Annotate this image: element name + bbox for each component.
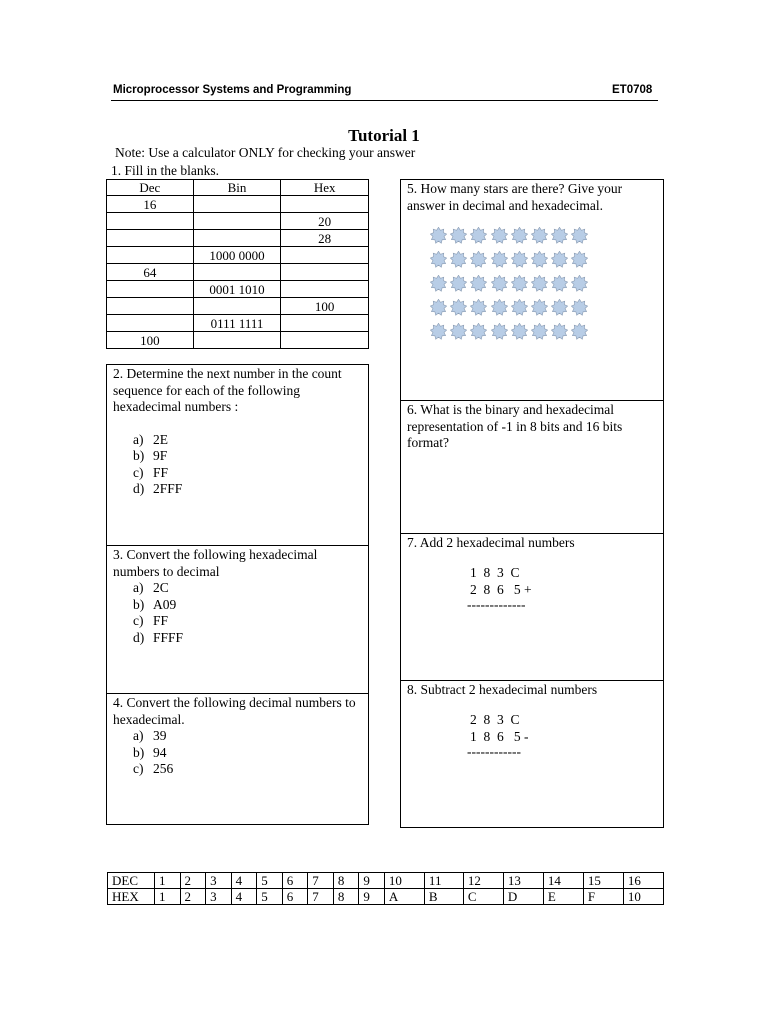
q7-line2: 2 8 6 5 + — [470, 582, 532, 597]
star-icon — [430, 251, 447, 268]
q2-list — [113, 432, 362, 498]
star-icon — [491, 299, 508, 316]
dec-cell: 16 — [623, 873, 663, 889]
q1-row — [107, 264, 369, 281]
star-grid — [430, 227, 592, 347]
star-icon — [571, 323, 588, 340]
star-icon — [511, 299, 528, 316]
q1-cell-hex: 28 — [281, 230, 369, 247]
page-title: Tutorial 1 — [348, 126, 420, 145]
q1-cell-hex — [281, 264, 369, 281]
star-icon — [470, 227, 487, 244]
star-icon — [571, 251, 588, 268]
hex-cell: 6 — [282, 889, 308, 905]
q3-item — [133, 630, 362, 647]
dec-cell: 8 — [333, 873, 359, 889]
calculator-note: Note: Use a calculator ONLY for checking your answer — [115, 145, 416, 160]
hex-cell: 2 — [180, 889, 206, 905]
star-icon — [470, 251, 487, 268]
star-icon — [571, 299, 588, 316]
q1-cell-bin — [193, 332, 281, 349]
q4-item — [133, 761, 362, 778]
q4-item-label: c) — [133, 761, 144, 776]
q3-item-value: FF — [153, 613, 169, 628]
q7-line1: 1 8 3 C — [470, 565, 520, 580]
star-icon — [511, 227, 528, 244]
q1-cell-bin — [193, 196, 281, 213]
hex-cell: 3 — [206, 889, 232, 905]
q1-cell-bin — [193, 264, 281, 281]
q6-box — [400, 400, 664, 534]
hex-label: HEX — [108, 889, 155, 905]
q2-text: 2. Determine the next number in the count sequence for each of the following hexadecimal numbers : — [113, 366, 342, 414]
hex-cell: F — [583, 889, 623, 905]
q1-cell-dec: 100 — [107, 332, 194, 349]
q3-item — [133, 613, 362, 630]
star-icon — [470, 275, 487, 292]
q1-header-row — [107, 180, 369, 196]
star-icon — [551, 251, 568, 268]
q3-item — [133, 597, 362, 614]
q1-cell-hex — [281, 196, 369, 213]
hex-cell: 5 — [257, 889, 283, 905]
star-icon — [531, 299, 548, 316]
star-icon — [511, 323, 528, 340]
q3-item-value: A09 — [153, 596, 177, 612]
dec-cell: 13 — [503, 873, 543, 889]
dec-row — [108, 873, 664, 889]
star-icon — [571, 227, 588, 244]
star-icon — [450, 251, 467, 268]
hex-cell: 10 — [623, 889, 663, 905]
q3-item-label: d) — [133, 629, 145, 645]
q1-row — [107, 281, 369, 298]
q1-row — [107, 230, 369, 247]
dec-cell: 11 — [424, 873, 463, 889]
q8-box — [400, 680, 664, 828]
star-icon — [531, 323, 548, 340]
q3-text: 3. Convert the following hexadecimal numbers to decimal — [113, 547, 318, 579]
q1-cell-bin: 1000 0000 — [193, 247, 281, 264]
q8-line2: 1 8 6 5 - — [470, 729, 529, 744]
q3-item-label: c) — [133, 613, 144, 628]
q1-table — [106, 179, 369, 349]
q4-item-value: 256 — [153, 761, 174, 776]
header-divider — [111, 100, 658, 101]
q4-text: 4. Convert the following decimal numbers to hexadecimal. — [113, 695, 356, 727]
q1-title: 1. Fill in the blanks. — [111, 163, 219, 178]
star-row — [430, 299, 592, 323]
q1-row — [107, 196, 369, 213]
dec-cell: 6 — [282, 873, 308, 889]
hex-cell: 7 — [308, 889, 334, 905]
dec-cell: 14 — [543, 873, 583, 889]
dec-cell: 4 — [231, 873, 257, 889]
dec-cell: 2 — [180, 873, 206, 889]
q1-cell-hex — [281, 281, 369, 298]
star-icon — [470, 299, 487, 316]
q1-header-hex: Hex — [281, 180, 369, 196]
q1-cell-bin — [193, 230, 281, 247]
q6-text: 6. What is the binary and hexadecimal representation of -1 in 8 bits and 16 bits format? — [407, 402, 623, 450]
hex-cell: 1 — [155, 889, 181, 905]
q4-item-value: 39 — [153, 728, 167, 743]
q2-item-label: a) — [133, 431, 144, 447]
q4-item-label: b) — [133, 744, 145, 760]
q2-item-label: d) — [133, 481, 145, 496]
q2-item — [133, 465, 362, 482]
q4-item-value: 94 — [153, 744, 167, 760]
q2-item-value: FF — [153, 464, 169, 480]
q1-cell-dec — [107, 230, 194, 247]
hex-cell: 9 — [359, 889, 385, 905]
q1-row — [107, 213, 369, 230]
star-icon — [531, 275, 548, 292]
star-icon — [430, 227, 447, 244]
q3-item — [133, 580, 362, 597]
hex-cell: B — [424, 889, 463, 905]
q1-cell-bin — [193, 298, 281, 315]
star-icon — [551, 299, 568, 316]
star-icon — [551, 227, 568, 244]
star-icon — [511, 275, 528, 292]
q1-cell-hex — [281, 247, 369, 264]
star-icon — [531, 227, 548, 244]
q1-cell-dec — [107, 298, 194, 315]
q1-cell-hex: 100 — [281, 298, 369, 315]
star-icon — [551, 323, 568, 340]
q7-line3: ------------- — [467, 597, 526, 612]
q8-line1: 2 8 3 C — [470, 712, 520, 727]
dec-cell: 5 — [257, 873, 283, 889]
q2-item-value: 9F — [153, 448, 168, 463]
q3-item-label: b) — [133, 596, 145, 612]
q4-list — [113, 728, 362, 778]
q1-header-dec: Dec — [107, 180, 194, 196]
dec-cell: 10 — [384, 873, 424, 889]
star-icon — [491, 275, 508, 292]
star-icon — [551, 275, 568, 292]
star-icon — [450, 299, 467, 316]
star-icon — [450, 275, 467, 292]
dec-cell: 9 — [359, 873, 385, 889]
q2-box — [106, 364, 369, 546]
q3-list — [113, 580, 362, 646]
star-row — [430, 275, 592, 299]
q1-cell-hex — [281, 332, 369, 349]
q4-item — [133, 728, 362, 745]
star-icon — [430, 299, 447, 316]
q2-item — [133, 481, 362, 498]
star-icon — [450, 227, 467, 244]
hex-cell: C — [463, 889, 503, 905]
q8-line3: ------------ — [467, 744, 521, 759]
q3-item-value: FFFF — [153, 629, 184, 645]
star-icon — [571, 275, 588, 292]
q1-cell-dec: 64 — [107, 264, 194, 281]
q4-item — [133, 745, 362, 762]
q3-item-value: 2C — [153, 580, 169, 595]
hex-cell: 8 — [333, 889, 359, 905]
q1-cell-dec: 16 — [107, 196, 194, 213]
q7-box — [400, 533, 664, 681]
dec-hex-table — [107, 872, 664, 905]
q2-item — [133, 432, 362, 449]
star-row — [430, 251, 592, 275]
hex-cell: A — [384, 889, 424, 905]
star-icon — [491, 323, 508, 340]
dec-cell: 1 — [155, 873, 181, 889]
q2-item-value: 2FFF — [153, 481, 183, 496]
star-icon — [470, 323, 487, 340]
star-icon — [491, 227, 508, 244]
star-icon — [511, 251, 528, 268]
q1-row — [107, 332, 369, 349]
q4-box — [106, 693, 369, 825]
q1-cell-dec — [107, 281, 194, 298]
q1-cell-bin — [193, 213, 281, 230]
star-row — [430, 323, 592, 347]
dec-cell: 7 — [308, 873, 334, 889]
hex-cell: D — [503, 889, 543, 905]
q8-text: 8. Subtract 2 hexadecimal numbers — [407, 682, 598, 697]
q3-item-label: a) — [133, 580, 144, 595]
q1-cell-hex: 20 — [281, 213, 369, 230]
hex-cell: 4 — [231, 889, 257, 905]
course-code: ET0708 — [612, 84, 653, 96]
course-title: Microprocessor Systems and Programming — [113, 84, 352, 96]
q2-item-label: b) — [133, 448, 145, 463]
q1-cell-dec — [107, 213, 194, 230]
dec-cell: 15 — [583, 873, 623, 889]
star-row — [430, 227, 592, 251]
star-icon — [430, 323, 447, 340]
q1-cell-dec — [107, 315, 194, 332]
q1-cell-dec — [107, 247, 194, 264]
q1-row — [107, 247, 369, 264]
q2-item — [133, 448, 362, 465]
q1-header-bin: Bin — [193, 180, 281, 196]
dec-label: DEC — [108, 873, 155, 889]
q1-cell-bin: 0111 1111 — [193, 315, 281, 332]
dec-cell: 3 — [206, 873, 232, 889]
star-icon — [531, 251, 548, 268]
q1-cell-hex — [281, 315, 369, 332]
q5-text: 5. How many stars are there? Give your answer in decimal and hexadecimal. — [407, 181, 623, 213]
q7-text: 7. Add 2 hexadecimal numbers — [407, 535, 575, 550]
dec-cell: 12 — [463, 873, 503, 889]
star-icon — [430, 275, 447, 292]
q1-row — [107, 315, 369, 332]
q3-box — [106, 545, 369, 694]
star-icon — [450, 323, 467, 340]
q1-row — [107, 298, 369, 315]
q2-item-value: 2E — [153, 431, 168, 447]
hex-cell: E — [543, 889, 583, 905]
star-icon — [491, 251, 508, 268]
q2-item-label: c) — [133, 464, 144, 480]
q1-cell-bin: 0001 1010 — [193, 281, 281, 298]
hex-row — [108, 889, 664, 905]
q4-item-label: a) — [133, 728, 144, 743]
